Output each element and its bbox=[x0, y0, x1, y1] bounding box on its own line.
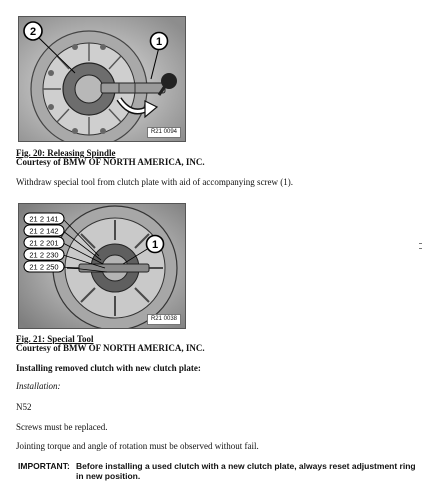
screws-instruction: Screws must be replaced. bbox=[16, 422, 108, 432]
figure-20-ref-code: R21 0094 bbox=[147, 127, 181, 138]
figure-21-caption-title: Fig. 21: Special Tool bbox=[16, 334, 94, 344]
releasing-spindle-illustration bbox=[19, 17, 185, 141]
figure-20-caption-credit: Courtesy of BMW OF NORTH AMERICA, INC. bbox=[16, 157, 205, 167]
important-label: IMPORTANT: bbox=[18, 461, 70, 471]
engine-code: N52 bbox=[16, 402, 32, 412]
special-tool-illustration bbox=[19, 204, 185, 328]
figure-21-caption-credit: Courtesy of BMW OF NORTH AMERICA, INC. bbox=[16, 343, 205, 353]
tool-label-21-2-250: 21 2 250 bbox=[29, 262, 59, 272]
callout-1-label: 1 bbox=[151, 239, 159, 251]
installing-heading: Installing removed clutch with new clutch plate: bbox=[16, 363, 201, 373]
tool-label-21-2-141: 21 2 141 bbox=[29, 214, 59, 224]
installation-label: Installation: bbox=[16, 381, 61, 391]
callout-2-label: 2 bbox=[29, 26, 37, 38]
important-text: Before installing a used clutch with a new clutch plate, always reset adjustment ring in new position. bbox=[76, 461, 416, 481]
callout-1-label: 1 bbox=[155, 36, 163, 48]
tool-label-group bbox=[24, 213, 64, 272]
figure-20-image bbox=[18, 16, 186, 142]
withdraw-instruction: Withdraw special tool from clutch plate with aid of accompanying screw (1). bbox=[16, 177, 294, 187]
tool-label-21-2-142: 21 2 142 bbox=[29, 226, 59, 236]
figure-20-caption-title: Fig. 20: Releasing Spindle bbox=[16, 148, 116, 158]
torque-instruction: Jointing torque and angle of rotation must be observed without fail. bbox=[16, 441, 259, 451]
figure-21-ref-code: R21 0038 bbox=[147, 314, 181, 325]
figure-21-image bbox=[18, 203, 186, 329]
tool-label-21-2-230: 21 2 230 bbox=[29, 250, 59, 260]
tool-label-21-2-201: 21 2 201 bbox=[29, 238, 59, 248]
